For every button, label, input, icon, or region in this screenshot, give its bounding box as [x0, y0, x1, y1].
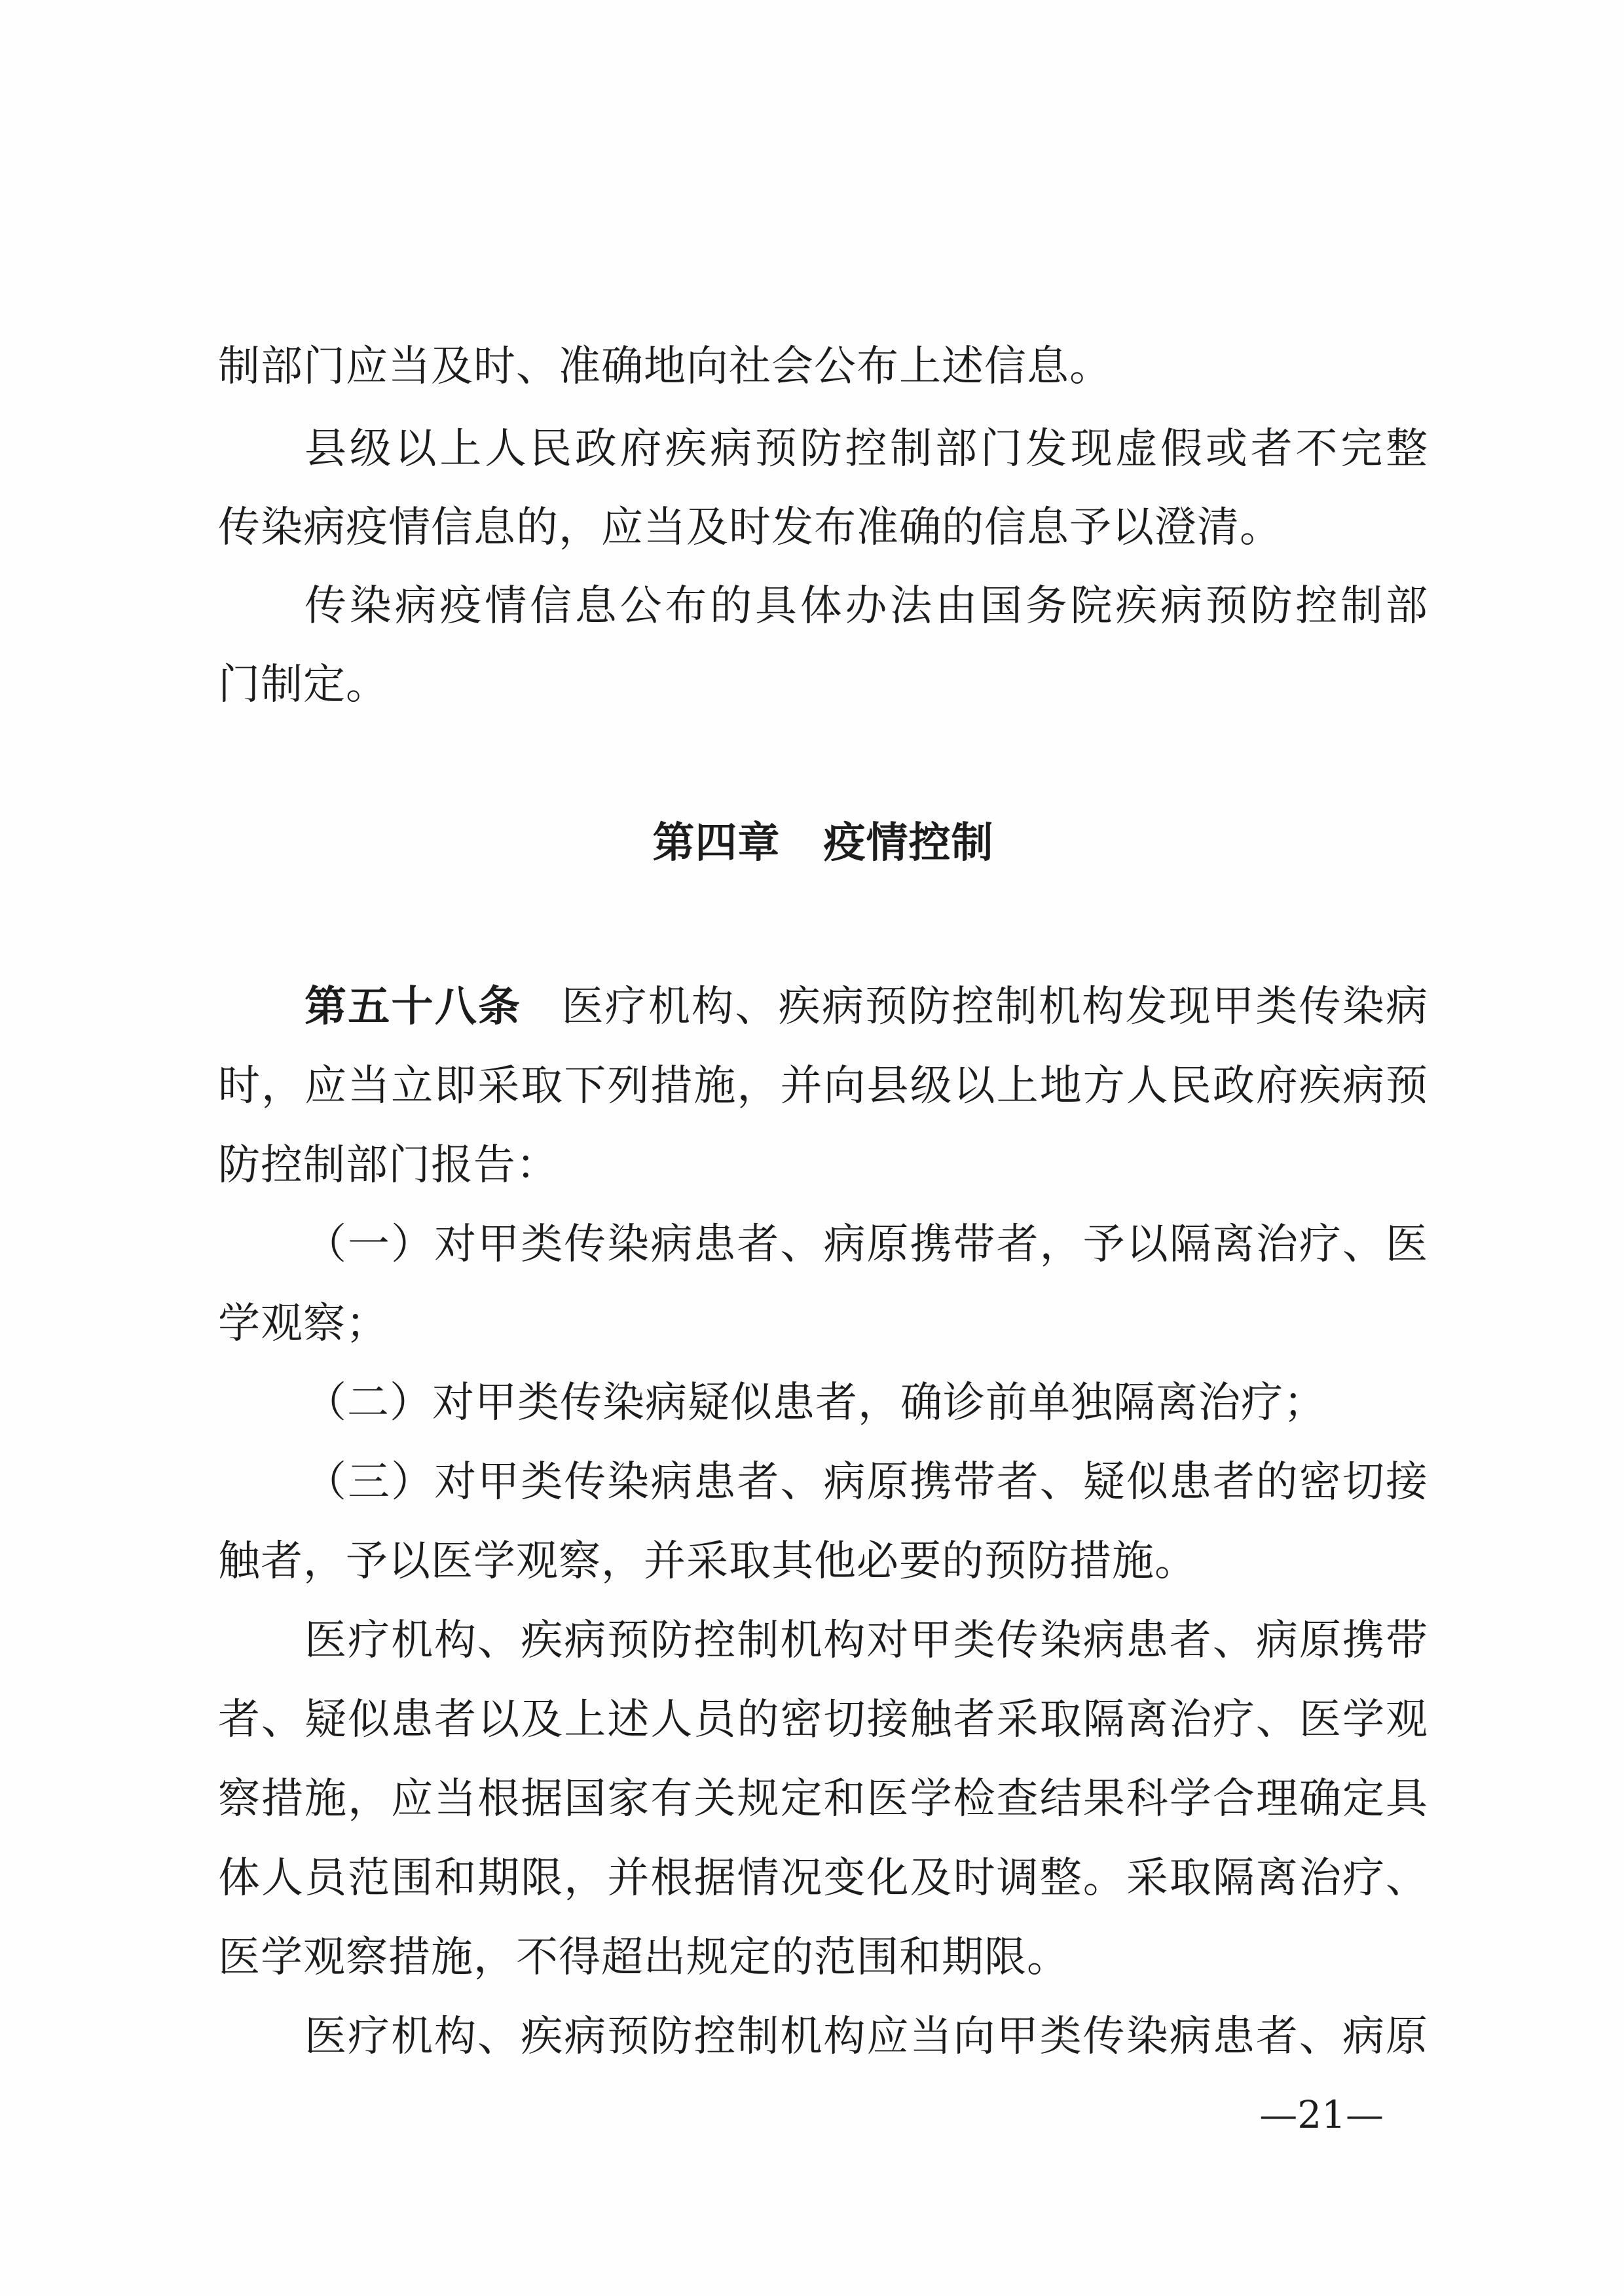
- text-line: 县级以上人民政府疾病预防控制部门发现虚假或者不完整: [304, 425, 1428, 473]
- text-line: 察措施，应当根据国家有关规定和医学检查结果科学合理确定具: [218, 1775, 1428, 1823]
- article-number: 第五十八条: [304, 983, 522, 1031]
- text-line: 医疗机构、疾病预防控制机构应当向甲类传染病患者、病原: [304, 2013, 1428, 2061]
- text-line: [218, 968, 1428, 1046]
- text-line: 医疗机构、疾病预防控制机构对甲类传染病患者、病原携带: [304, 1616, 1428, 1665]
- page-number: —21—: [1259, 2092, 1384, 2137]
- text-run: 医疗机构、疾病预防控制机构发现甲类传染病: [561, 983, 1429, 1031]
- text-line: （三）对甲类传染病患者、病原携带者、疑似患者的密切接: [304, 1458, 1428, 1506]
- text-line: 传染病疫情信息公布的具体办法由国务院疾病预防控制部: [304, 582, 1428, 630]
- text-line: 防控制部门报告：: [218, 1141, 559, 1190]
- text-line: 医学观察措施，不得超出规定的范围和期限。: [218, 1933, 1069, 1982]
- text-line: 触者，予以医学观察，并采取其他必要的预防措施。: [218, 1537, 1197, 1586]
- text-line: 学观察；: [218, 1300, 388, 1348]
- text-line: （二）对甲类传染病疑似患者，确诊前单独隔离治疗；: [304, 1379, 1326, 1427]
- text-line: 体人员范围和期限，并根据情况变化及时调整。采取隔离治疗、: [218, 1854, 1428, 1903]
- text-line: 时，应当立即采取下列措施，并向县级以上地方人民政府疾病预: [218, 1062, 1428, 1110]
- text-line: （一）对甲类传染病患者、病原携带者，予以隔离治疗、医: [304, 1220, 1428, 1269]
- text-line: 制部门应当及时、准确地向社会公布上述信息。: [218, 342, 1112, 391]
- chapter-title: 疫情控制: [823, 819, 994, 867]
- text-line: 门制定。: [218, 661, 388, 709]
- text-line: 传染病疫情信息的，应当及时发布准确的信息予以澄清。: [218, 503, 1282, 552]
- chapter-number: 第四章: [652, 819, 781, 867]
- text-line: 者、疑似患者以及上述人员的密切接触者采取隔离治疗、医学观: [218, 1696, 1428, 1744]
- chapter-heading: [218, 804, 1428, 883]
